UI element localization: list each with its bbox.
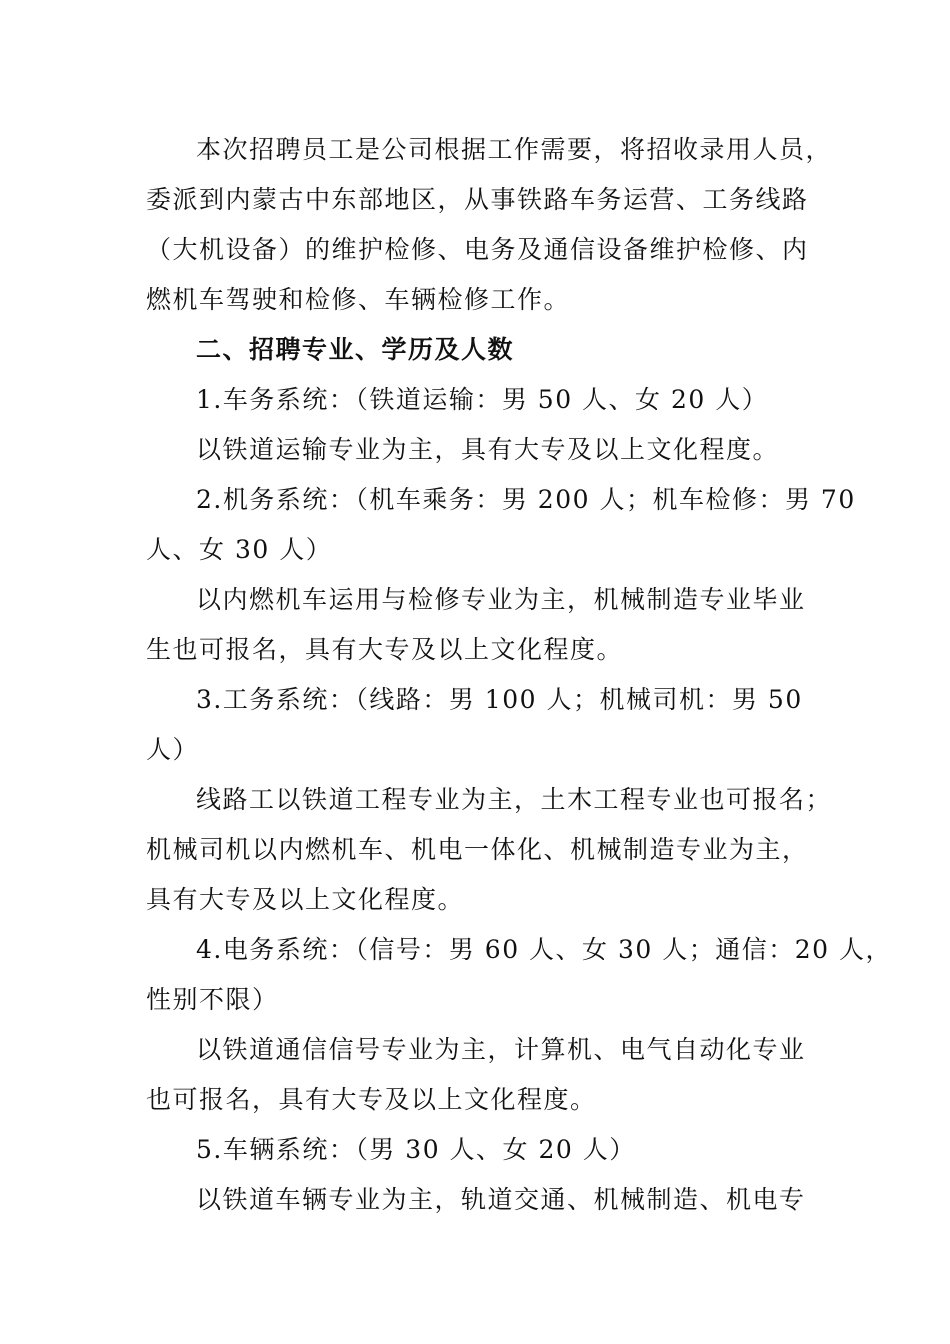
section-heading: 二、招聘专业、学历及人数 <box>196 335 515 364</box>
item-3-description-line-2: 机械司机以内燃机车、机电一体化、机械制造专业为主， <box>146 835 809 864</box>
item-4-heading-line-2: 性别不限） <box>146 985 279 1014</box>
item-2-description-line-2: 生也可报名，具有大专及以上文化程度。 <box>146 635 624 664</box>
item-4-heading-line-1: 4.电务系统：（信号：男 60 人、女 30 人；通信：20 人， <box>196 935 893 964</box>
item-1-description: 以铁道运输专业为主，具有大专及以上文化程度。 <box>196 435 780 464</box>
item-2-heading-line-2: 人、女 30 人） <box>146 535 333 564</box>
item-4-description-line-2: 也可报名，具有大专及以上文化程度。 <box>146 1085 597 1114</box>
item-3-heading-line-1: 3.工务系统：（线路：男 100 人；机械司机：男 50 <box>196 685 803 714</box>
item-5-heading: 5.车辆系统：（男 30 人、女 20 人） <box>196 1135 636 1164</box>
paragraph-intro-line-2: 委派到内蒙古中东部地区，从事铁路车务运营、工务线路 <box>146 185 809 214</box>
item-3-description-line-1: 线路工以铁道工程专业为主，土木工程专业也可报名； <box>196 785 833 814</box>
item-3-heading-line-2: 人） <box>146 735 200 764</box>
item-3-description-line-3: 具有大专及以上文化程度。 <box>146 885 465 914</box>
paragraph-intro-line-4: 燃机车驾驶和检修、车辆检修工作。 <box>146 285 571 314</box>
paragraph-intro-line-1: 本次招聘员工是公司根据工作需要，将招收录用人员， <box>196 135 833 164</box>
item-2-heading-line-1: 2.机务系统：（机车乘务：男 200 人；机车检修：男 70 <box>196 485 856 514</box>
paragraph-intro-line-3: （大机设备）的维护检修、电务及通信设备维护检修、内 <box>146 235 809 264</box>
item-4-description-line-1: 以铁道通信信号专业为主，计算机、电气自动化专业 <box>196 1035 806 1064</box>
item-1-heading: 1.车务系统：（铁道运输：男 50 人、女 20 人） <box>196 385 769 414</box>
item-5-description-line-1: 以铁道车辆专业为主，轨道交通、机械制造、机电专 <box>196 1185 806 1214</box>
item-2-description-line-1: 以内燃机车运用与检修专业为主，机械制造专业毕业 <box>196 585 806 614</box>
